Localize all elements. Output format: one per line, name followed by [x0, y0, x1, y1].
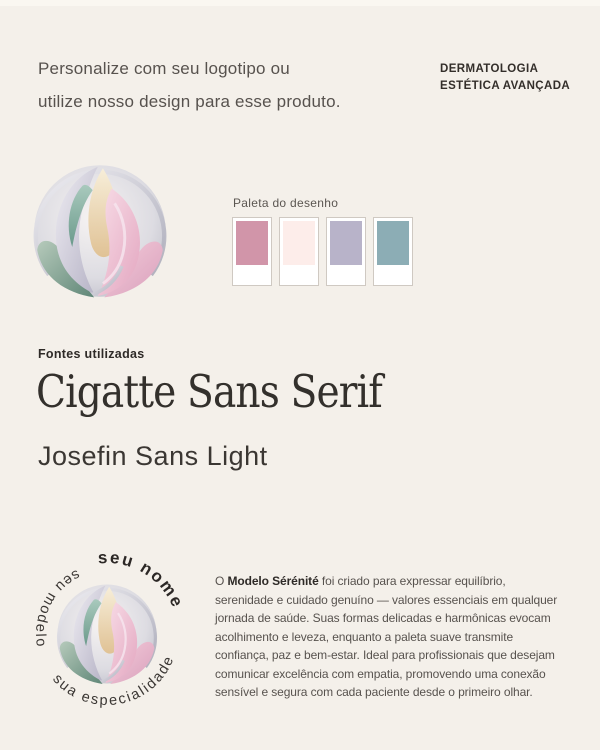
swatch-card	[326, 217, 366, 286]
swatch-card	[232, 217, 272, 286]
description-body: foi criado para expressar equilíbrio, serenidade e cuidado genuíno — valores essenciais em qualquer jornada de saúde. Suas formas delicadas e harmônicas evocam acolhimento e leveza, enquanto a paleta suave transmite confiança, paz e bem-estar. Ideal para profissionais que desejam comunicar excelência com empatia, promovendo uma conexão sensível e segura com cada paciente desde o primeiro olhar.	[215, 574, 558, 699]
page-top-edge	[0, 0, 600, 6]
swatch-color-2	[283, 221, 315, 265]
model-description	[215, 572, 565, 702]
color-palette	[232, 217, 413, 286]
ring-text-model: seu modelo	[31, 566, 83, 650]
model-name: Modelo Sérénité	[227, 574, 319, 588]
ring-logo	[13, 540, 201, 728]
ring-text-name: seu nome	[97, 547, 188, 612]
intro-text	[38, 52, 368, 118]
swatch-color-3	[330, 221, 362, 265]
ring-text-specialty: sua especialidade	[49, 652, 178, 710]
fonts-section-label: Fontes utilizadas	[38, 347, 145, 361]
palette-label: Paleta do desenho	[233, 196, 339, 210]
intro-line-2: utilize nosso design para esse produto.	[38, 92, 341, 111]
brand-wordmark	[440, 61, 590, 95]
swatch-card	[279, 217, 319, 286]
flower-logo-icon-small	[58, 585, 157, 685]
secondary-font-sample: Josefin Sans Light	[38, 441, 268, 471]
swatch-color-4	[377, 221, 409, 265]
swatch-card	[373, 217, 413, 286]
brand-line-2: ESTÉTICA AVANÇADA	[440, 80, 571, 92]
brand-line-1: DERMATOLOGIA	[440, 63, 539, 75]
primary-font-sample: Cigatte Sans Serif	[36, 365, 382, 418]
flower-logo-icon	[27, 158, 173, 304]
intro-line-1: Personalize com seu logotipo ou	[38, 59, 290, 78]
swatch-color-1	[236, 221, 268, 265]
description-prefix: O	[215, 574, 228, 588]
